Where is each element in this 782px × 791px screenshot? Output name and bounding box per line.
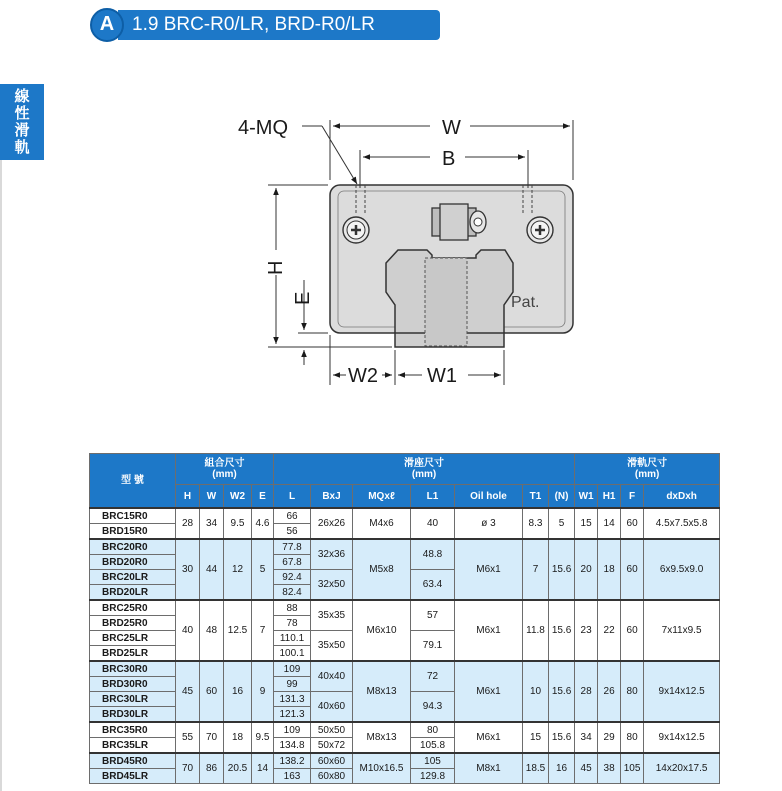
cell-l: 92.4 <box>274 570 311 585</box>
col-header: W1 <box>575 485 598 509</box>
cell-w: 44 <box>200 539 224 600</box>
table-row <box>90 508 720 524</box>
col-header: T1 <box>523 485 549 509</box>
cell-n: 15.6 <box>549 722 575 753</box>
cell-bxj: 35x35 <box>311 600 353 631</box>
cell-n: 15.6 <box>549 600 575 661</box>
dim-b-label: B <box>442 148 456 170</box>
cell-t1: 15 <box>523 722 549 753</box>
cell-oil-hole: M6x1 <box>455 661 523 722</box>
dim-w1-label: W1 <box>427 365 457 387</box>
header-bar <box>118 10 440 40</box>
model-cell: BRD25R0 <box>90 616 176 631</box>
header-assembly: 組合尺寸 (mm) <box>176 454 274 485</box>
cell-l: 56 <box>274 524 311 540</box>
cell-l1: 80 <box>411 722 455 738</box>
cell-n: 16 <box>549 753 575 784</box>
model-cell: BRD45LR <box>90 769 176 784</box>
cell-l: 134.8 <box>274 738 311 754</box>
cell-bxj: 60x60 <box>311 753 353 769</box>
section-header <box>90 8 440 42</box>
cell-dxdxh: 9x14x12.5 <box>644 722 720 753</box>
cell-oil-hole: ø 3 <box>455 508 523 539</box>
side-tab-char: 滑 <box>14 121 30 139</box>
screw-icon <box>343 217 369 243</box>
cell-oil-hole: M6x1 <box>455 539 523 600</box>
cell-mq: M6x10 <box>353 600 411 661</box>
cell-l: 121.3 <box>274 707 311 723</box>
cell-f: 80 <box>621 661 644 722</box>
cell-t1: 18.5 <box>523 753 549 784</box>
cell-dxdxh: 6x9.5x9.0 <box>644 539 720 600</box>
cell-w1: 23 <box>575 600 598 661</box>
section-title: 1.9 BRC-R0/LR, BRD-R0/LR <box>132 14 375 35</box>
cell-h1: 14 <box>598 508 621 539</box>
col-header: H <box>176 485 200 509</box>
header-block: 滑座尺寸 (mm) <box>274 454 575 485</box>
col-header: BxJ <box>311 485 353 509</box>
cell-f: 80 <box>621 722 644 753</box>
cell-h: 40 <box>176 600 200 661</box>
col-header: (N) <box>549 485 575 509</box>
cell-w2: 18 <box>224 722 252 753</box>
cell-bxj: 50x72 <box>311 738 353 754</box>
cell-t1: 11.8 <box>523 600 549 661</box>
cell-l: 99 <box>274 677 311 692</box>
cell-n: 15.6 <box>549 661 575 722</box>
cell-bxj: 35x50 <box>311 631 353 662</box>
cell-bxj: 50x50 <box>311 722 353 738</box>
model-cell: BRD20LR <box>90 585 176 601</box>
side-tab-char: 軌 <box>14 138 30 156</box>
cell-l: 100.1 <box>274 646 311 662</box>
model-cell: BRD20R0 <box>90 555 176 570</box>
cell-l1: 79.1 <box>411 631 455 662</box>
cell-l: 110.1 <box>274 631 311 646</box>
cell-e: 5 <box>252 539 274 600</box>
cell-e: 14 <box>252 753 274 784</box>
table-row <box>90 753 720 769</box>
cell-w: 86 <box>200 753 224 784</box>
dim-w2-label: W2 <box>348 365 378 387</box>
cell-h: 45 <box>176 661 200 722</box>
cell-t1: 8.3 <box>523 508 549 539</box>
model-cell: BRD15R0 <box>90 524 176 540</box>
model-cell: BRC30R0 <box>90 661 176 677</box>
cell-mq: M5x8 <box>353 539 411 600</box>
model-cell: BRC35R0 <box>90 722 176 738</box>
cell-mq: M8x13 <box>353 661 411 722</box>
cell-l1: 129.8 <box>411 769 455 784</box>
cell-f: 60 <box>621 539 644 600</box>
cell-bxj: 40x60 <box>311 692 353 723</box>
model-cell: BRD30LR <box>90 707 176 723</box>
cell-l: 82.4 <box>274 585 311 601</box>
header-rail: 滑軌尺寸 (mm) <box>575 454 720 485</box>
table-row <box>90 661 720 677</box>
cell-w2: 20.5 <box>224 753 252 784</box>
col-header: F <box>621 485 644 509</box>
cell-w2: 16 <box>224 661 252 722</box>
logo-letter: A <box>99 13 115 35</box>
cell-bxj: 26x26 <box>311 508 353 539</box>
cell-l1: 94.3 <box>411 692 455 723</box>
cell-l: 77.8 <box>274 539 311 555</box>
cell-bxj: 60x80 <box>311 769 353 784</box>
col-header: E <box>252 485 274 509</box>
cell-l: 109 <box>274 722 311 738</box>
cell-h: 55 <box>176 722 200 753</box>
cell-n: 5 <box>549 508 575 539</box>
cell-l1: 40 <box>411 508 455 539</box>
cell-l: 88 <box>274 600 311 616</box>
dim-w-label: W <box>442 117 461 139</box>
cell-l1: 105 <box>411 753 455 769</box>
cell-oil-hole: M6x1 <box>455 600 523 661</box>
cell-w2: 9.5 <box>224 508 252 539</box>
col-header: W2 <box>224 485 252 509</box>
side-tab-char: 性 <box>14 104 30 122</box>
table-row <box>90 539 720 555</box>
col-header: MQxℓ <box>353 485 411 509</box>
cell-bxj: 40x40 <box>311 661 353 692</box>
dim-h-label: H <box>265 260 287 275</box>
linear-block-drawing <box>220 100 600 400</box>
side-tab-char: 線 <box>14 87 30 105</box>
cell-w1: 45 <box>575 753 598 784</box>
cell-h: 30 <box>176 539 200 600</box>
model-cell: BRC30LR <box>90 692 176 707</box>
screw-icon <box>527 217 553 243</box>
cell-h1: 29 <box>598 722 621 753</box>
cell-l: 138.2 <box>274 753 311 769</box>
cell-h: 70 <box>176 753 200 784</box>
cell-f: 60 <box>621 508 644 539</box>
col-header: W <box>200 485 224 509</box>
cell-e: 9 <box>252 661 274 722</box>
cell-e: 9.5 <box>252 722 274 753</box>
cell-h: 28 <box>176 508 200 539</box>
table-row <box>90 600 720 616</box>
header-model: 型 號 <box>90 454 176 509</box>
cell-l: 109 <box>274 661 311 677</box>
side-divider <box>0 160 2 791</box>
cell-w2: 12 <box>224 539 252 600</box>
cell-l1: 57 <box>411 600 455 631</box>
cell-bxj: 32x50 <box>311 570 353 601</box>
cell-l1: 48.8 <box>411 539 455 570</box>
col-header: dxDxh <box>644 485 720 509</box>
model-cell: BRD25LR <box>90 646 176 662</box>
pat-mark: Pat. <box>511 294 540 311</box>
cell-w1: 34 <box>575 722 598 753</box>
cell-n: 15.6 <box>549 539 575 600</box>
col-header: L1 <box>411 485 455 509</box>
cell-w2: 12.5 <box>224 600 252 661</box>
cell-w: 70 <box>200 722 224 753</box>
cell-l1: 63.4 <box>411 570 455 601</box>
cell-f: 105 <box>621 753 644 784</box>
cell-t1: 7 <box>523 539 549 600</box>
cell-l1: 72 <box>411 661 455 692</box>
brand-logo-icon <box>90 8 124 42</box>
side-tab-label <box>0 88 44 156</box>
cell-mq: M10x16.5 <box>353 753 411 784</box>
cell-l: 163 <box>274 769 311 784</box>
dim-mq-label: 4-MQ <box>238 117 288 139</box>
cell-w: 34 <box>200 508 224 539</box>
cell-mq: M4x6 <box>353 508 411 539</box>
model-cell: BRD45R0 <box>90 753 176 769</box>
cell-f: 60 <box>621 600 644 661</box>
cell-h1: 22 <box>598 600 621 661</box>
cell-h1: 26 <box>598 661 621 722</box>
model-cell: BRD30R0 <box>90 677 176 692</box>
model-cell: BRC15R0 <box>90 508 176 524</box>
side-category-tab[interactable] <box>0 84 44 160</box>
model-cell: BRC20R0 <box>90 539 176 555</box>
spec-table <box>89 453 720 784</box>
col-header: Oil hole <box>455 485 523 509</box>
cell-dxdxh: 7x11x9.5 <box>644 600 720 661</box>
cell-w1: 20 <box>575 539 598 600</box>
cell-w1: 15 <box>575 508 598 539</box>
model-cell: BRC20LR <box>90 570 176 585</box>
cell-dxdxh: 9x14x12.5 <box>644 661 720 722</box>
cell-dxdxh: 14x20x17.5 <box>644 753 720 784</box>
cell-w: 48 <box>200 600 224 661</box>
cell-e: 4.6 <box>252 508 274 539</box>
cell-l: 131.3 <box>274 692 311 707</box>
cell-l: 66 <box>274 508 311 524</box>
cell-oil-hole: M6x1 <box>455 722 523 753</box>
dim-e-label: E <box>292 291 314 305</box>
cell-bxj: 32x36 <box>311 539 353 570</box>
cell-h1: 38 <box>598 753 621 784</box>
model-cell: BRC35LR <box>90 738 176 754</box>
cell-h1: 18 <box>598 539 621 600</box>
cell-t1: 10 <box>523 661 549 722</box>
cell-dxdxh: 4.5x7.5x5.8 <box>644 508 720 539</box>
model-cell: BRC25R0 <box>90 600 176 616</box>
cell-l1: 105.8 <box>411 738 455 754</box>
cell-oil-hole: M8x1 <box>455 753 523 784</box>
cell-l: 78 <box>274 616 311 631</box>
model-cell: BRC25LR <box>90 631 176 646</box>
cell-e: 7 <box>252 600 274 661</box>
cell-w1: 28 <box>575 661 598 722</box>
col-header: H1 <box>598 485 621 509</box>
table-row <box>90 722 720 738</box>
cell-mq: M8x13 <box>353 722 411 753</box>
col-header: L <box>274 485 311 509</box>
cell-l: 67.8 <box>274 555 311 570</box>
cell-w: 60 <box>200 661 224 722</box>
